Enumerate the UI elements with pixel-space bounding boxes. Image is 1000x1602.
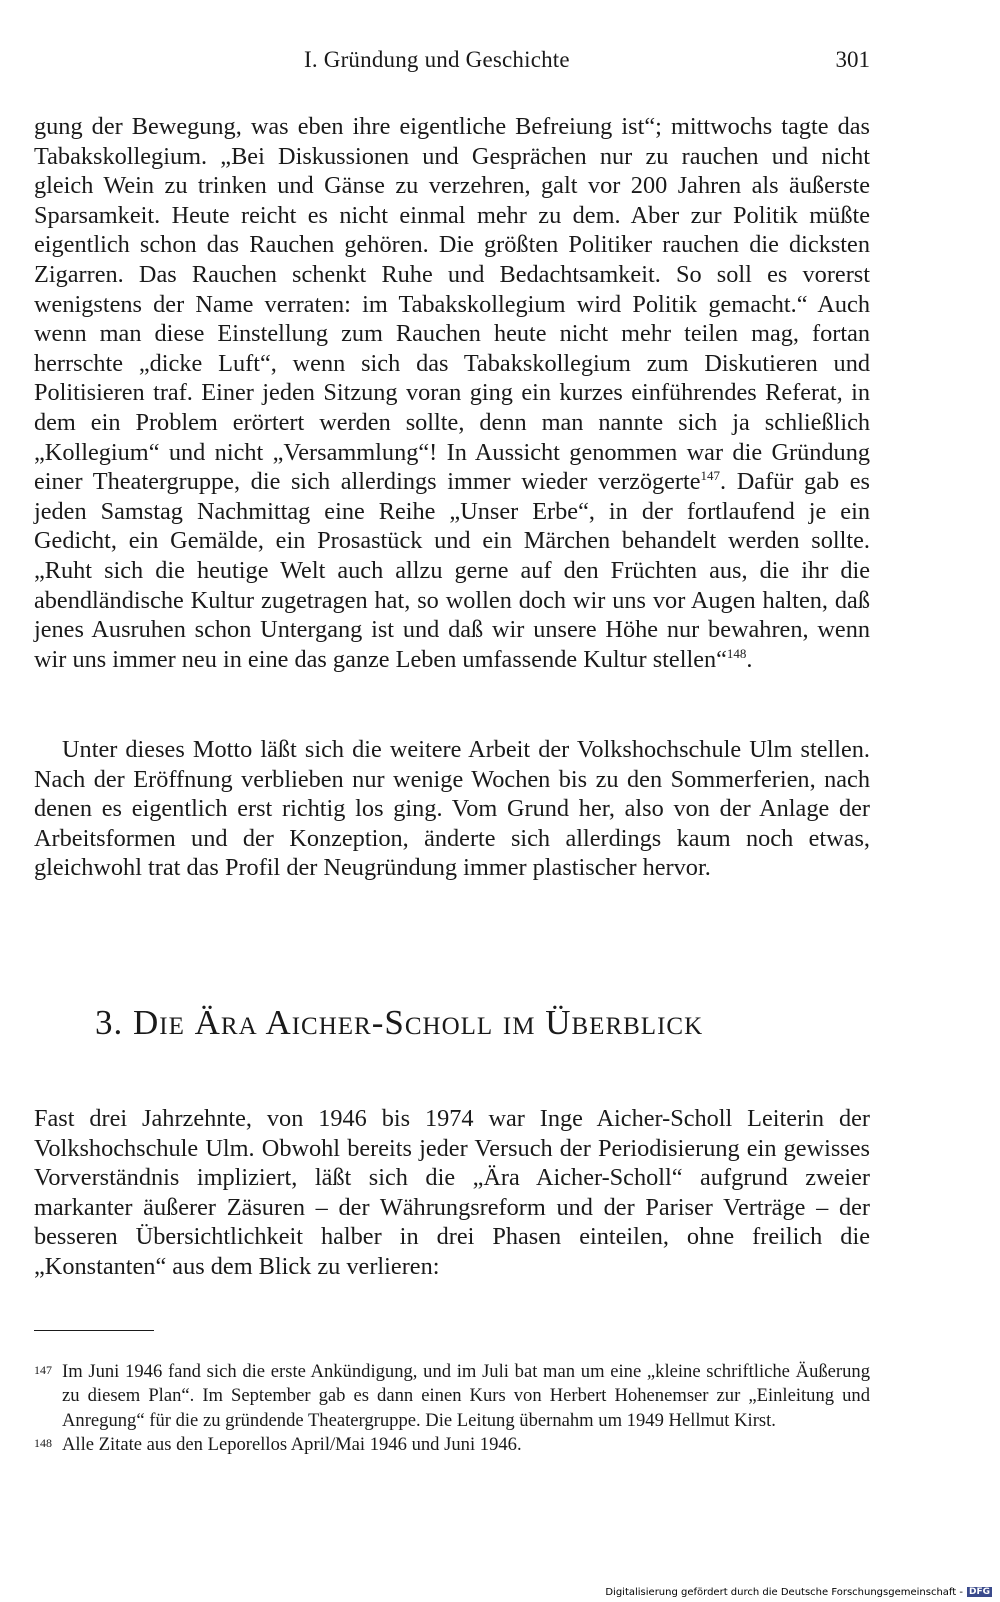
footnote-147 [34, 1360, 870, 1433]
digitization-credit [605, 1587, 992, 1598]
running-header [34, 47, 870, 81]
paragraph-tabakskollegium [34, 112, 870, 674]
credit-text: Digitalisierung gefördert durch die Deutsche Forschungsgemeinschaft - [605, 1587, 963, 1598]
footnote-number: 147 [34, 1363, 52, 1377]
paragraph-motto: Unter dieses Motto läßt sich die weitere Arbeit der Volkshochschule Ulm stellen. Nach der Eröffnung verblieben nur wenige Wochen bis zu den Sommerferien, nach denen es eigentlich erst richtig los ging. Vom Grund her, also von der Anlage der Arbeitsformen und der Konzeption, änderte sich allerdings kaum noch etwas, gleichwohl trat das Profil der Neugründung immer plastischer hervor. [34, 736, 870, 882]
footnote-text: Im Juni 1946 fand sich die erste Ankündigung, und im Juli bat man um eine „kleine schriftliche Äußerung zu diesem Plan“. Im September gab es dann einen Kurs von Herbert Hohenemser zur „Einleitung und Anregung“ für die zu gründende Theatergruppe. Die Leitung übernahm um 1949 Hellmut Kirst. [62, 1361, 870, 1431]
paragraph-era-overview: Fast drei Jahrzehnte, von 1946 bis 1974 war Inge Aicher-Scholl Leiterin der Volkshochschule Ulm. Obwohl bereits jeder Versuch der Periodisierung ein gewisses Vorverständnis impliziert, läßt sich die „Ära Aicher-Scholl“ aufgrund zweier markanter äußerer Zäsuren – der Währungsreform und der Pariser Verträge – der besseren Übersichtlichkeit halber in drei Phasen einteilen, ohne freilich die „Konstanten“ aus dem Blick zu verlieren: [34, 1105, 870, 1280]
paragraph-text: . [746, 645, 753, 673]
paragraph-text: . Dafür gab es jeden Samstag Nachmittag eine Reihe „Unser Erbe“, in der fortlaufend je ein Gedicht, ein Gemälde, ein Prosastück und ein Märchen behandelt werden sollte. „Ruht sich die heutige Welt auch allzu gerne auf den Früchten aus, die ihr die abendländische Kultur zugetragen hat, so wollen doch wir uns vor Augen halten, daß jenes Ausruhen schon Untergang ist und daß wir unsere Höhe nur bewahren, wenn wir uns immer neu in eine das ganze Leben umfassende Kultur stellen“ [34, 468, 870, 673]
paragraph-text: gung der Bewegung, was eben ihre eigentliche Befreiung ist“; mittwochs tagte das Tabakskollegium. „Bei Diskussionen und Gesprächen nur zu rauchen und nicht gleich Wein zu trinken und Gänse zu verzehren, galt vor 200 Jahren als äußerste Sparsamkeit. Heute reicht es nicht einmal mehr zu dem. Aber zur Politik müßte eigentlich schon das Rauchen gehören. Die größten Politiker rauchen die dicksten Zigarren. Das Rauchen schenkt Ruhe und Bedachtsamkeit. So soll es vorerst wenigstens der Name verraten: im Tabakskollegium wird Politik gemacht.“ Auch wenn man diese Einstellung zum Rauchen heute nicht mehr teilen mag, fortan herrschte „dicke Luft“, wenn sich das Tabakskollegium zum Diskutieren und Politisieren traf. Einer jeden Sitzung voran ging ein kurzes einführendes Referat, in dem ein Problem erörtert werden sollte, denn man nannte sich ja schließlich „Kollegium“ und nicht „Versammlung“! In Aussicht genommen war die Gründung einer Theatergruppe, die sich allerdings immer wieder verzögerte [34, 113, 870, 496]
footnote-ref-148[interactable]: 148 [726, 645, 747, 661]
footnotes [34, 1360, 870, 1458]
footnote-divider [34, 1330, 154, 1331]
footnote-text: Alle Zitate aus den Leporellos April/Mai 1946 und Juni 1946. [62, 1434, 522, 1456]
footnote-148 [34, 1433, 870, 1457]
footnote-number: 148 [34, 1436, 52, 1451]
section-heading: 3. Die Ära Aicher-Scholl im Überblick [95, 1003, 704, 1042]
dfg-logo: DFG [968, 1587, 990, 1597]
page-number: 301 [835, 47, 870, 72]
footnote-ref-147[interactable]: 147 [700, 468, 721, 484]
running-title: I. Gründung und Geschichte [304, 47, 570, 72]
